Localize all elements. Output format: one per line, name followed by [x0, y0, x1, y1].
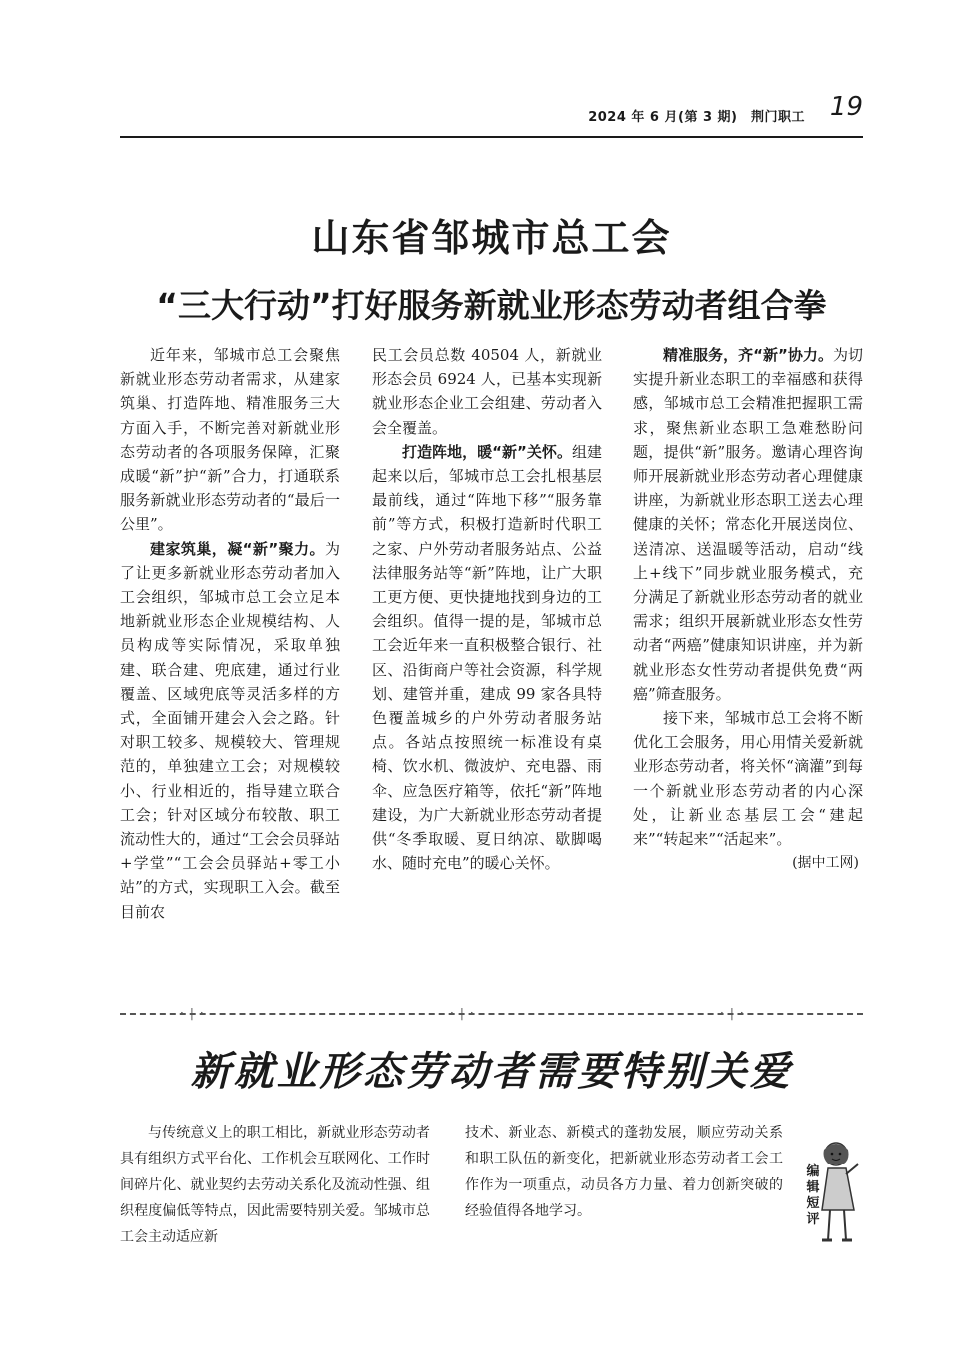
source-credit: (据中工网)	[792, 855, 859, 872]
page-header	[120, 92, 863, 138]
section-lead-build: 建家筑巢，凝“新”聚力。	[150, 539, 325, 558]
paragraph-build-union: 建家筑巢，凝“新”聚力。为了让更多新就业形态劳动者加入工会组织，邹城市总工会立足本地新就业形态企业规模结构、人员构成等实际情况，采取单独建、联合建、兜底建，通过行业覆盖、区域兜底等灵活多样的方式，全面铺开建会入会之路。针对职工较多、规模较大、管理规范的，单独建立工会；对规模较小、行业相近的，指导建立联合工会；针对区域分布较散、职工流动性大的，通过“工会会员驿站+学堂”“工会会员驿站+零工小站”的方式，实现职工入会。截至目前农	[120, 539, 340, 921]
article-column-3	[633, 343, 863, 875]
editor-comment-label: 编辑短评	[806, 1164, 820, 1227]
paragraph-next-steps: 接下来，邹城市总工会将不断优化工会服务，用心用情关爱新就业形态劳动者，将关怀“滴灌”到每一个新就业形态劳动者的内心深处，让新业态基层工会“建起来”“转起来”“活起来”。	[633, 709, 863, 849]
section-lead-position: 打造阵地，暖“新”关怀。	[402, 442, 572, 461]
editorial-title: 新就业形态劳动者需要特别关爱	[190, 1048, 793, 1095]
article-title-line1: 山东省邹城市总工会	[311, 216, 672, 260]
article-column-1	[120, 343, 340, 924]
editorial-column-2: 技术、新业态、新模式的蓬勃发展，顺应劳动关系和职工队伍的新变化，把新就业形态劳动者工会工作作为一项重点，动员各方力量、着力创新突破的经验值得各地学习。	[465, 1125, 783, 1219]
article-column-2	[372, 343, 602, 875]
editorial-column-1: 与传统意义上的职工相比，新就业形态劳动者具有组织方式平台化、工作机会互联网化、工作时间碎片化、就业契约去劳动关系化及流动性强、组织程度偏低等特点，因此需要特别关爱。邹城市总工会主动适应新	[120, 1125, 430, 1245]
paragraph-intro: 近年来，邹城市总工会聚焦新就业形态劳动者需求，从建家筑巢、打造阵地、精准服务三大方面入手，不断完善对新就业形态劳动者的各项服务保障，汇聚成暖“新”护“新”合力，打通联系服务新就业形态劳动者的“最后一公里”。	[120, 346, 340, 534]
paragraph-build-position: 打造阵地，暖“新”关怀。组建起来以后，邹城市总工会扎根基层最前线，通过“阵地下移”“服务靠前”等方式，积极打造新时代职工之家、户外劳动者服务站点、公益法律服务站等“新”阵地，让广大职工更方便、更快捷地找到身边的工会组织。值得一提的是，邹城市总工会近年来一直积极整合银行、社区、沿街商户等社会资源，科学规划、建管并重，建成 99 家各具特色覆盖城乡的户外劳动者服务站点。各站点按照统一标准设有桌椅、饮水机、微波炉、充电器、雨伞、应急医疗箱等，依托“新”阵地建设，为广大新就业形态劳动者提供“冬季取暖、夏日纳凉、歇脚喝水、随时充电”的暖心关怀。	[372, 442, 602, 873]
section-lead-service: 精准服务，齐“新”协力。	[663, 346, 833, 364]
page-number: 19	[829, 92, 863, 122]
section-divider: ·|· ·|· ·|·	[120, 1013, 863, 1019]
editor-comment-badge	[800, 1140, 860, 1250]
article-title-line2: “三大行动”打好服务新就业形态劳动者组合拳	[156, 286, 827, 325]
paragraph-precise-service: 精准服务，齐“新”协力。为切实提升新业态职工的幸福感和获得感，邹城市总工会精准把握职工需求，聚焦新业态职工急难愁盼问题，提供“新”服务。邀请心理咨询师开展新就业形态劳动者心理健康讲座，为新就业形态职工送去心理健康的关怀；常态化开展送岗位、送清凉、送温暖等活动，启动“线上+线下”同步就业服务模式，充分满足了新就业形态劳动者的就业需求；组织开展新就业形态女性劳动者“两癌”健康知识讲座，并为新就业形态女性劳动者提供免费“两癌”筛查服务。	[633, 346, 863, 703]
issue-info: 2024 年 6 月(第 3 期) 荆门职工	[588, 110, 805, 125]
paragraph-continued: 民工会员总数 40504 人，新就业形态会员 6924 人，已基本实现新就业形态企业工会组建、劳动者入会全覆盖。	[372, 346, 602, 437]
article-body	[0, 343, 960, 993]
